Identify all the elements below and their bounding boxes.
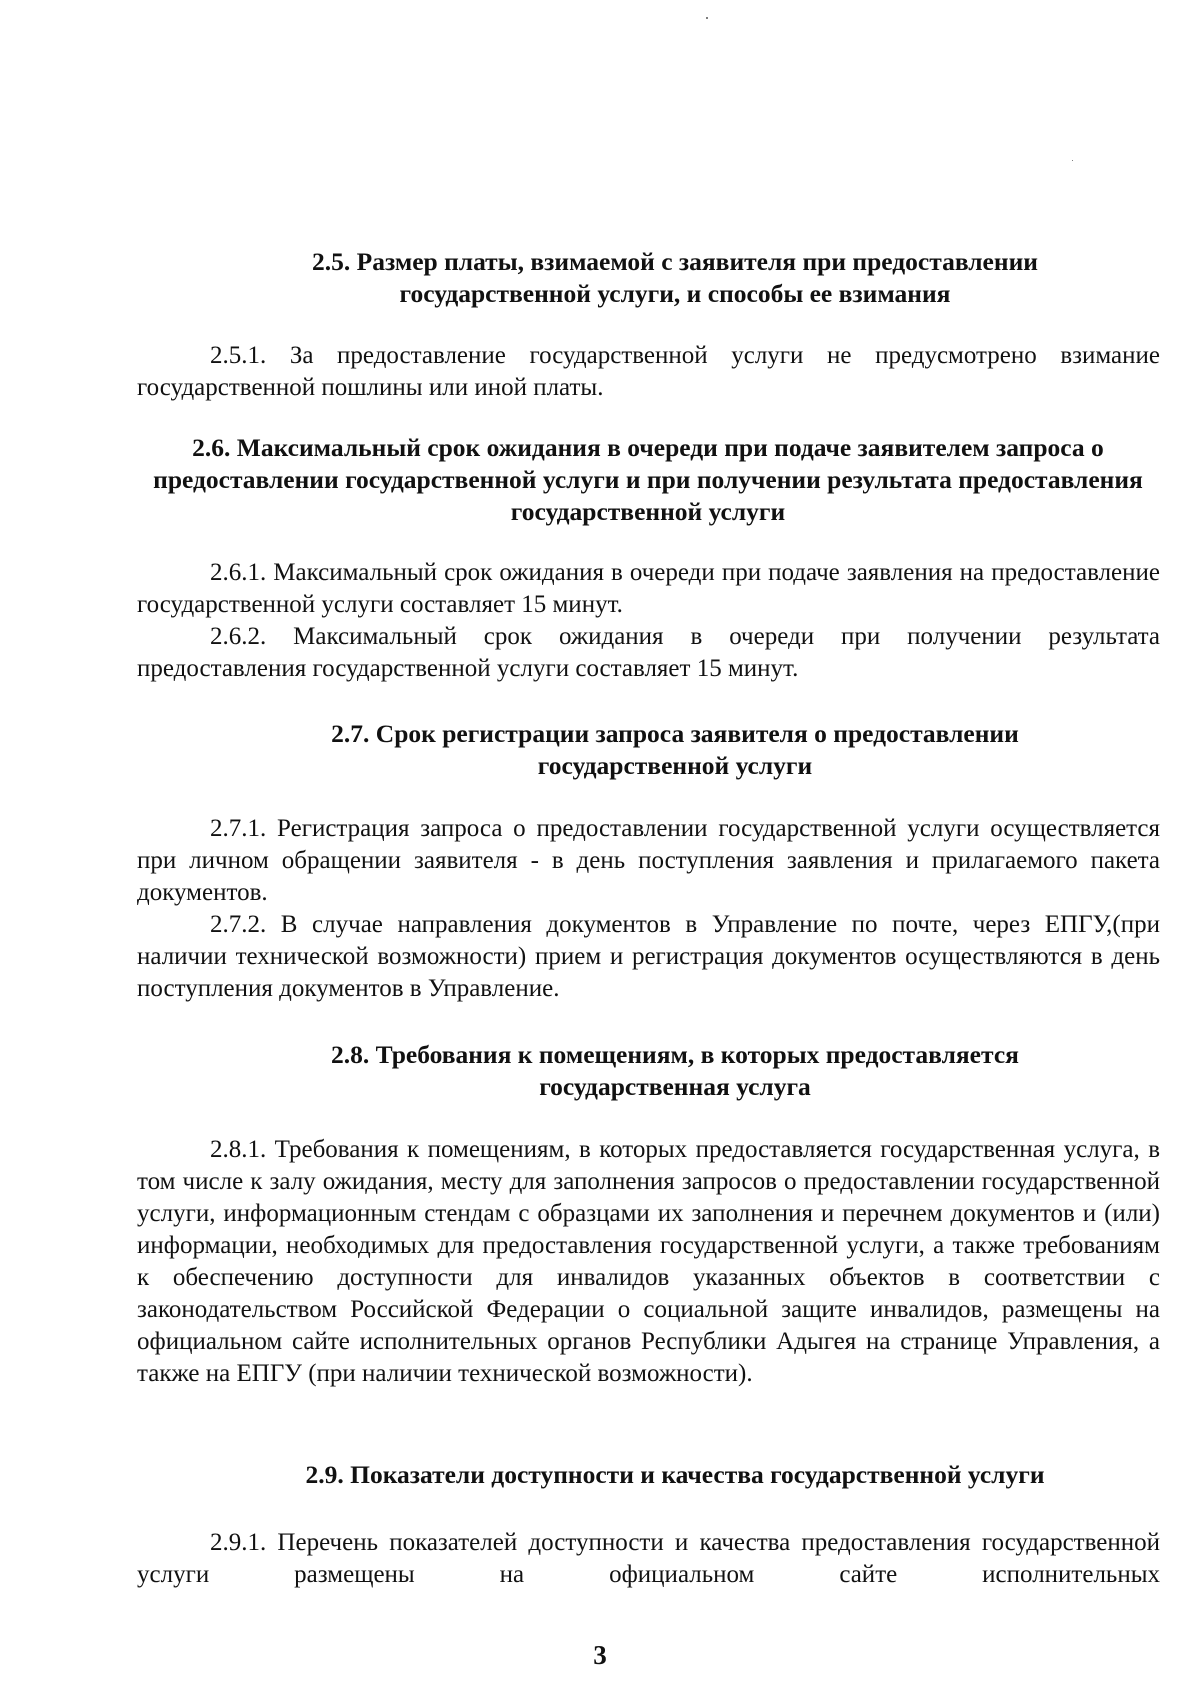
paragraph-2-7-1: 2.7.1. Регистрация запроса о предоставлении государственной услуги осуществляется при личном обращении заявителя - в день поступления заявления и прилагаемого пакета документов. [137,815,1160,906]
paragraph-2-9-1: 2.9.1. Перечень показателей доступности и качества предоставления государственной услуги размещены на официальном сайте исполнительных [137,1529,1160,1588]
paragraph-2-6-1: 2.6.1. Максимальный срок ожидания в очереди при подаче заявления на предоставление государственной услуги составляет 15 минут. [137,559,1160,618]
page-number: 3 [593,1640,607,1670]
paragraph-2-6-2: 2.6.2. Максимальный срок ожидания в очереди при получении результата предоставления государственной услуги составляет 15 минут. [137,623,1160,682]
section-heading-2-9: 2.9. Показатели доступности и качества государственной услуги [305,1460,1045,1489]
scan-speck [1072,160,1073,161]
paragraph-2-5-1: 2.5.1. За предоставление государственной услуги не предусмотрено взимание государственной пошлины или иной платы. [137,342,1160,401]
scan-speck [706,17,708,19]
section-heading-2-8: 2.8. Требования к помещениям, в которых предоставляется государственная услуга [331,1040,1019,1101]
section-heading-2-6: 2.6. Максимальный срок ожидания в очереди при подаче заявителем запроса о предоставлении государственной услуги и при получении результата предоставления государственной услуги [153,433,1143,526]
section-heading-2-7: 2.7. Срок регистрации запроса заявителя о предоставлении государственной услуги [331,719,1019,780]
section-heading-2-5: 2.5. Размер платы, взимаемой с заявителя при предоставлении государственной услуги, и способы ее взимания [312,247,1038,308]
paragraph-2-8-1: 2.8.1. Требования к помещениям, в которых предоставляется государственная услуга, в том числе к залу ожидания, месту для заполнения запросов о предоставлении государственной услуги, информационным стендам с образцами их заполнения и перечнем документов и (или) информации, необходимых для предоставления государственной услуги, а также требованиям к обеспечению доступности для инвалидов указанных объектов в соответствии с законодательством Российской Федерации о социальной защите инвалидов, размещены на официальном сайте исполнительных органов Республики Адыгея на странице Управления, а также на ЕПГУ (при наличии технической возможности). [137,1136,1160,1387]
paragraph-2-7-2: 2.7.2. В случае направления документов в Управление по почте, через ЕПГУ,(при наличии технической возможности) прием и регистрация документов осуществляются в день поступления документов в Управление. [137,911,1160,1002]
